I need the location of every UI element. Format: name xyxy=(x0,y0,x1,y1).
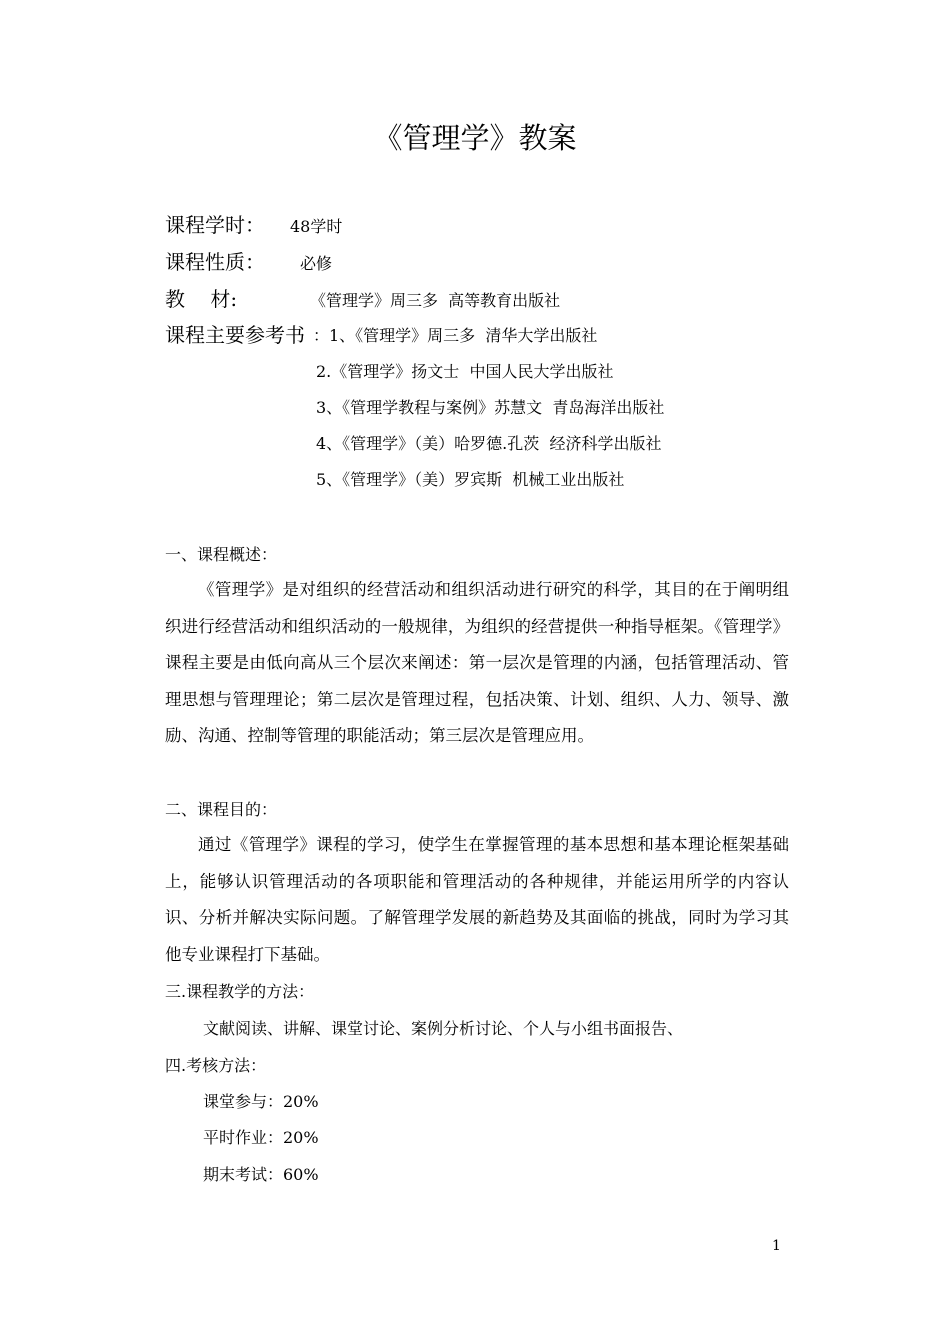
overview-paragraph: 《管理学》是对组织的经营活动和组织活动进行研究的科学，其目的在于阐明组织进行经营活动和组织活动的一般规律，为组织的经营提供一种指导框架。《管理学》课程主要是由低向高从三个层次来阐述：第一层次是管理的内涵，包括管理活动、管理思想与管理理论；第二层次是管理过程，包括决策、计划、组织、人力、领导、激励、沟通、控制等管理的职能活动；第三层次是管理应用。 xyxy=(165,580,789,746)
reference-item: 4、《管理学》（美）哈罗德.孔茨 经济科学出版社 xyxy=(316,434,662,453)
page-number: 1 xyxy=(772,1238,781,1254)
reference-item: ：1、《管理学》周三多 清华大学出版社 xyxy=(313,326,598,345)
references-label: 课程主要参考书 xyxy=(165,323,305,347)
textbook-label: 教 材: xyxy=(165,287,238,311)
reference-item: 2.《管理学》扬文士 中国人民大学出版社 xyxy=(316,362,614,381)
textbook-value: 《管理学》周三多 高等教育出版社 xyxy=(310,291,561,310)
course-hours-row xyxy=(165,210,343,240)
assessment-item: 课堂参与：20% xyxy=(203,1092,319,1111)
assessment-item: 平时作业：20% xyxy=(203,1128,319,1147)
textbook-row xyxy=(165,284,561,314)
course-nature-row xyxy=(165,247,333,277)
purpose-paragraph: 通过《管理学》课程的学习，使学生在掌握管理的基本思想和基本理论框架基础上，能够认识管理活动的各项职能和管理活动的各种规律，并能运用所学的内容认识、分析并解决实际问题。了解管理学发展的新趋势及其面临的挑战，同时为学习其他专业课程打下基础。 xyxy=(165,835,789,964)
page-title: 《管理学》教案 xyxy=(373,121,577,155)
course-nature-label: 课程性质： xyxy=(165,250,265,274)
course-nature-value: 必修 xyxy=(300,254,333,273)
course-hours-value: 48学时 xyxy=(290,217,343,236)
section-heading-overview: 一、课程概述： xyxy=(165,545,278,564)
assessment-item: 期末考试：60% xyxy=(203,1165,319,1184)
references-row xyxy=(165,320,305,350)
section-heading-assessment: 四.考核方法： xyxy=(165,1056,267,1075)
course-hours-label: 课程学时： xyxy=(165,213,265,237)
methods-text: 文献阅读、讲解、课堂讨论、案例分析讨论、个人与小组书面报告、 xyxy=(203,1019,684,1038)
reference-item: 5、《管理学》（美）罗宾斯 机械工业出版社 xyxy=(316,470,625,489)
section-heading-purpose: 二、课程目的： xyxy=(165,800,278,819)
reference-item: 3、《管理学教程与案例》苏慧文 青岛海洋出版社 xyxy=(316,398,665,417)
section-heading-methods: 三.课程教学的方法： xyxy=(165,982,315,1001)
